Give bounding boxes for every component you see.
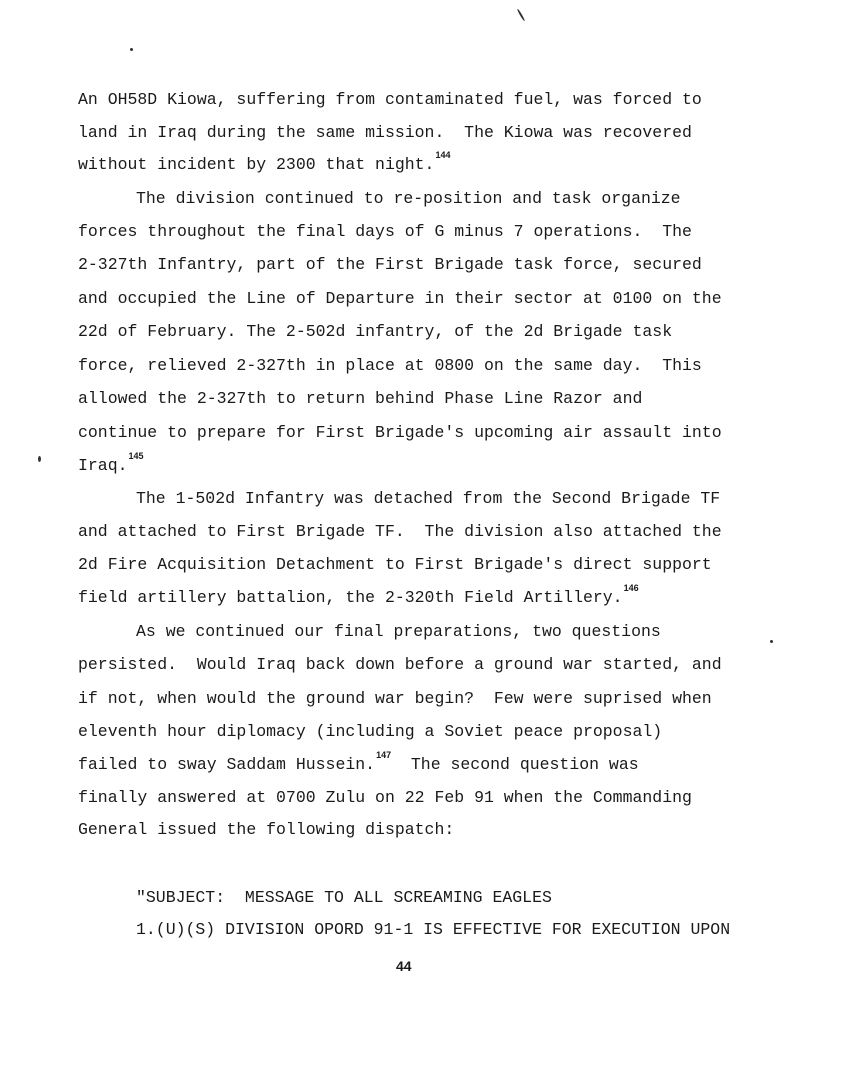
line-text: continue to prepare for First Brigade's upcoming air assault into [78,423,722,442]
text-line [78,123,692,143]
line-text: force, relieved 2-327th in place at 0800 on the same day. This [78,356,702,375]
footnote-marker: 146 [623,583,639,593]
line-text: finally answered at 0700 Zulu on 22 Feb 91 when the Commanding [78,788,692,807]
line-text: field artillery battalion, the 2-320th Field Artillery. [78,588,623,607]
text-line [78,423,722,443]
line-text: land in Iraq during the same mission. The Kiowa was recovered [78,123,692,142]
text-line [78,289,722,309]
text-line [78,90,702,110]
line-text: 2-327th Infantry, part of the First Brigade task force, secured [78,255,702,274]
text-line [78,522,722,542]
text-line [78,583,639,609]
page-number: 44 [396,958,412,974]
text-line [78,555,712,575]
line-text: 22d of February. The 2-502d infantry, of the 2d Brigade task [78,322,673,341]
line-text: and attached to First Brigade TF. The division also attached the [78,522,722,541]
text-line [78,451,144,477]
line-text: 2d Fire Acquisition Detachment to First Brigade's direct support [78,555,712,574]
text-line [78,222,692,242]
text-line [78,255,702,275]
line-text: persisted. Would Iraq back down before a ground war started, and [78,655,722,674]
line-text: The 1-502d Infantry was detached from the Second Brigade TF [136,489,721,508]
text-line [136,622,661,642]
text-line [78,788,692,808]
line-text: An OH58D Kiowa, suffering from contaminated fuel, was forced to [78,90,702,109]
line-text: if not, when would the ground war begin? Few were suprised when [78,689,712,708]
text-line [78,750,639,776]
line-text: The division continued to re-position and task organize [136,189,681,208]
text-line [78,356,702,376]
line-text: failed to sway Saddam Hussein. [78,755,376,774]
line-text: Iraq. [78,456,128,475]
message-line-1: 1.(U)(S) DIVISION OPORD 91-1 IS EFFECTIVE FOR EXECUTION UPON [136,920,731,939]
text-line [78,655,722,675]
message-subject: "SUBJECT: MESSAGE TO ALL SCREAMING EAGLES [136,888,552,907]
line-text: without incident by 2300 that night. [78,155,435,174]
line-text: forces throughout the final days of G minus 7 operations. The [78,222,692,241]
text-line [78,820,454,840]
footnote-marker: 145 [128,451,144,461]
line-text: As we continued our final preparations, two questions [136,622,661,641]
line-text: General issued the following dispatch: [78,820,455,839]
text-line [78,722,662,742]
text-line [78,322,672,342]
text-line [78,689,712,709]
footnote-marker: 147 [376,750,392,760]
line-text: and occupied the Line of Departure in their sector at 0100 on the [78,289,722,308]
text-line [78,389,642,409]
text-line [136,489,720,509]
footnote-marker: 144 [435,150,451,160]
line-text: allowed the 2-327th to return behind Phase Line Razor and [78,389,643,408]
text-line [78,150,451,176]
text-line [136,189,681,209]
line-text: eleventh hour diplomacy (including a Soviet peace proposal) [78,722,663,741]
line-text-continued: The second question was [391,755,639,774]
